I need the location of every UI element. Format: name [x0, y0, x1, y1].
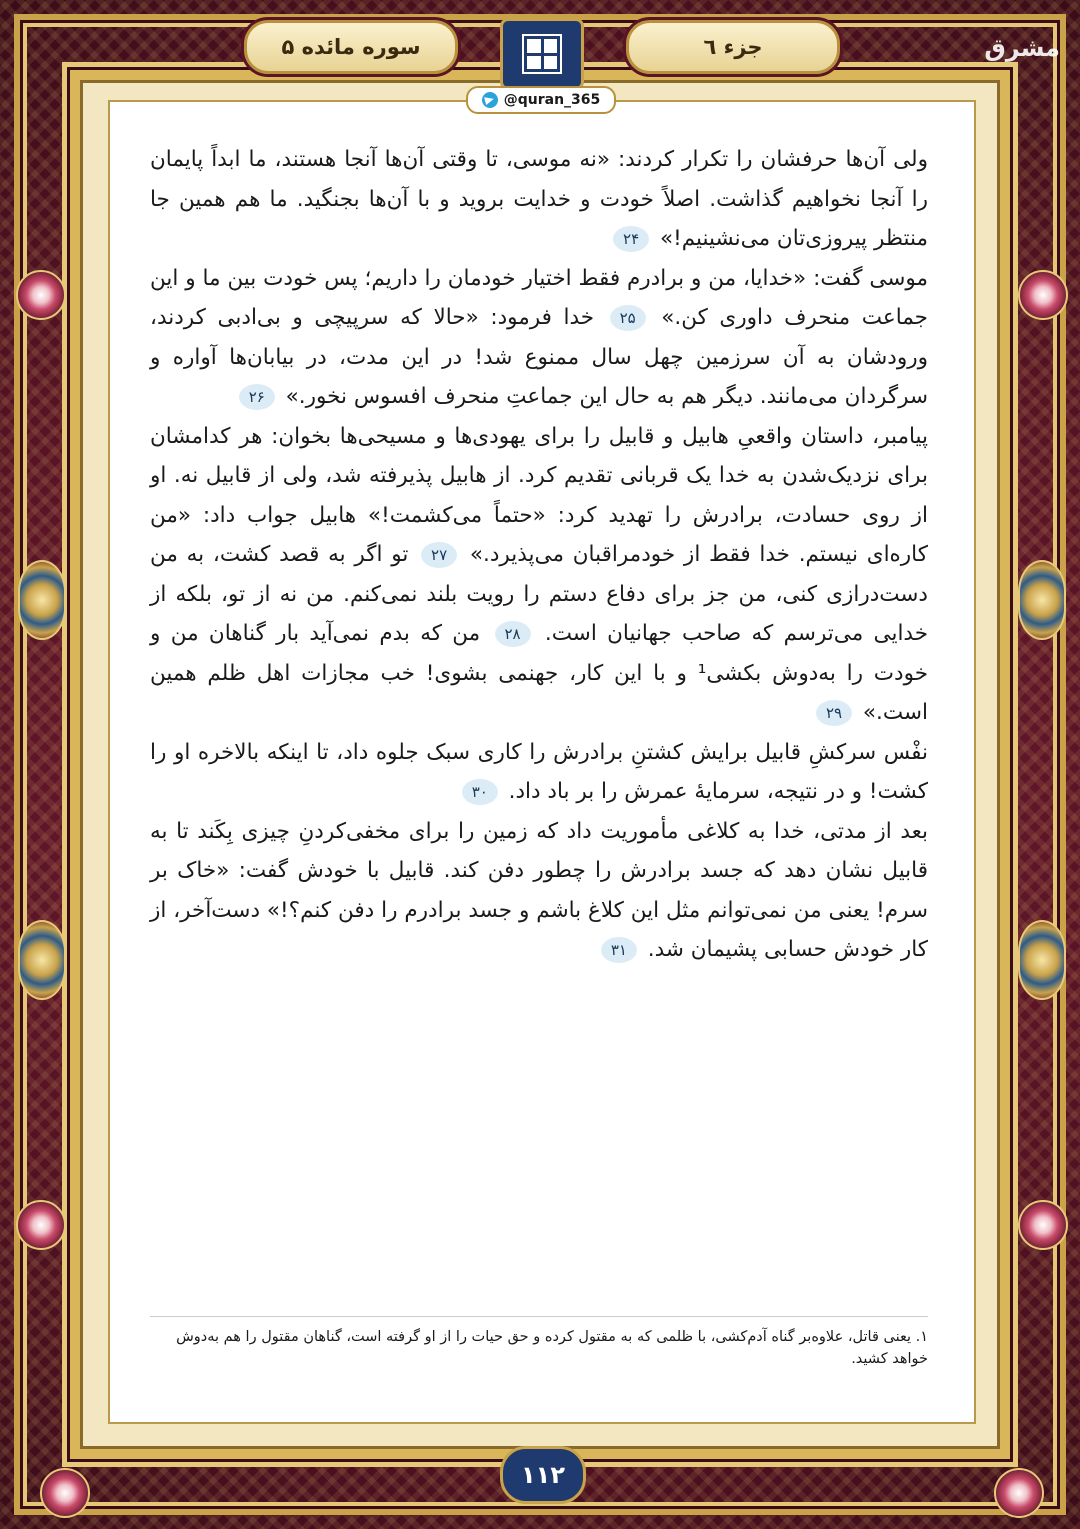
- verse-number: ۲۴: [613, 226, 649, 252]
- rosette-icon: [16, 1200, 66, 1250]
- page-number: ۱۱۲: [500, 1446, 586, 1504]
- juz-label: [626, 20, 840, 74]
- translation-text: [150, 140, 928, 970]
- rosette-icon: [40, 1468, 90, 1518]
- surah-text: سوره مائده ۵: [281, 35, 421, 59]
- verse-number: ۳۱: [601, 937, 637, 963]
- paragraph: موسی گفت: «خدایا، من و برادرم فقط اختیار خودمان را داریم؛ پس خودت بین ما و این جماعت منحرف داوری کن.» ۲۵ خدا فرمود: «حالا که سرپیچی و بی‌ادبی کردند، ورودشان به آن سرزمین چهل سال ممنوع شد! در این مدت، در بیابان‌ها آواره و سرگردان می‌مانند. دیگر هم به حال این جماعتِ منحرف افسوس نخور.» ۲۶: [150, 265, 928, 409]
- surah-label: [244, 20, 458, 74]
- verse-number: ۲۸: [495, 621, 531, 647]
- left-medallion-icon: [18, 920, 66, 1000]
- channel-handle: @quran_365: [503, 92, 601, 108]
- verse-number: ۲۷: [421, 542, 457, 568]
- brand-watermark: مشرق: [984, 34, 1060, 62]
- rosette-icon: [16, 270, 66, 320]
- paragraph: نفْس سرکشِ قابیل برایش کشتنِ برادرش را کاری سبک جلوه داد، تا اینکه بالاخره او را کشت! و در نتیجه، سرمایهٔ عمرش را بر باد داد. ۳۰: [150, 739, 928, 804]
- emblem-icon: [500, 18, 584, 90]
- paragraph: پیامبر، داستان واقعیِ هابیل و قابیل را برای یهودی‌ها و مسیحی‌ها بخوان: هر کدامشان برای نزدیک‌شدن به خدا یک قربانی تقدیم کرد. از هابیل پذیرفته شد، ولی از قابیل نه. او از روی حسادت، برادرش را تهدید کرد: «حتماً می‌کشمت!» هابیل جواب داد: «من کاره‌ای نیستم. خدا فقط از خودمراقبان می‌پذیرد.» ۲۷ تو اگر به قصد کشت، به من دست‌درازی کنی، من جز برای دفاع دستم را رویت بلند نمی‌کنم. من نه از تو، بلکه از خدایی می‌ترسم که صاحب جهانیان است. ۲۸ من که بدم نمی‌آید بار گناهان من و خودت را به‌دوش بکشی¹ و با این کار، جهنمی بشوی! خب مجازات اهل ظلم همین است.» ۲۹: [150, 423, 928, 725]
- rosette-icon: [994, 1468, 1044, 1518]
- verse-number: ۳۰: [462, 779, 498, 805]
- verse-number: ۲۹: [816, 700, 852, 726]
- rosette-icon: [1018, 1200, 1068, 1250]
- right-medallion-icon: [1018, 920, 1066, 1000]
- footnote: ۱. یعنی قاتل، علاوه‌بر گناه آدم‌کشی، با ظلمی که به مقتول کرده و حق حیات را از او گرفته است، گناهان مقتول را هم به‌دوش خواهد کشید.: [176, 1329, 928, 1367]
- footnote-divider: [150, 1316, 928, 1317]
- paragraph: بعد از مدتی، خدا به کلاغی مأموریت داد که زمین را برای مخفی‌کردنِ چیزی بِکَند تا به قابیل نشان دهد که جسد برادرش را چطور دفن کند. قابیل با خودش گفت: «خاک بر سرم! یعنی من نمی‌توانم مثل این کلاغ باشم و جسد برادرم را دفن کنم؟!» دست‌آخر، از کار خودش حسابی پشیمان شد. ۳۱: [150, 818, 928, 962]
- rosette-icon: [1018, 270, 1068, 320]
- telegram-icon: [482, 92, 498, 108]
- channel-tag[interactable]: [466, 86, 616, 114]
- right-medallion-icon: [1018, 560, 1066, 640]
- left-medallion-icon: [18, 560, 66, 640]
- verse-number: ۲۵: [610, 305, 646, 331]
- paragraph: ولی آن‌ها حرفشان را تکرار کردند: «نه موسی، تا وقتی آن‌ها آنجا هستند، ما ابداً پایمان را آنجا نخواهیم گذاشت. اصلاً خودت و خدایت بروید و با آن‌ها بجنگید. ما هم همین جا منتظر پیروزی‌تان می‌نشینیم!» ۲۴: [150, 147, 928, 251]
- verse-number: ۲۶: [239, 384, 275, 410]
- juz-text: جزء ٦: [703, 35, 763, 59]
